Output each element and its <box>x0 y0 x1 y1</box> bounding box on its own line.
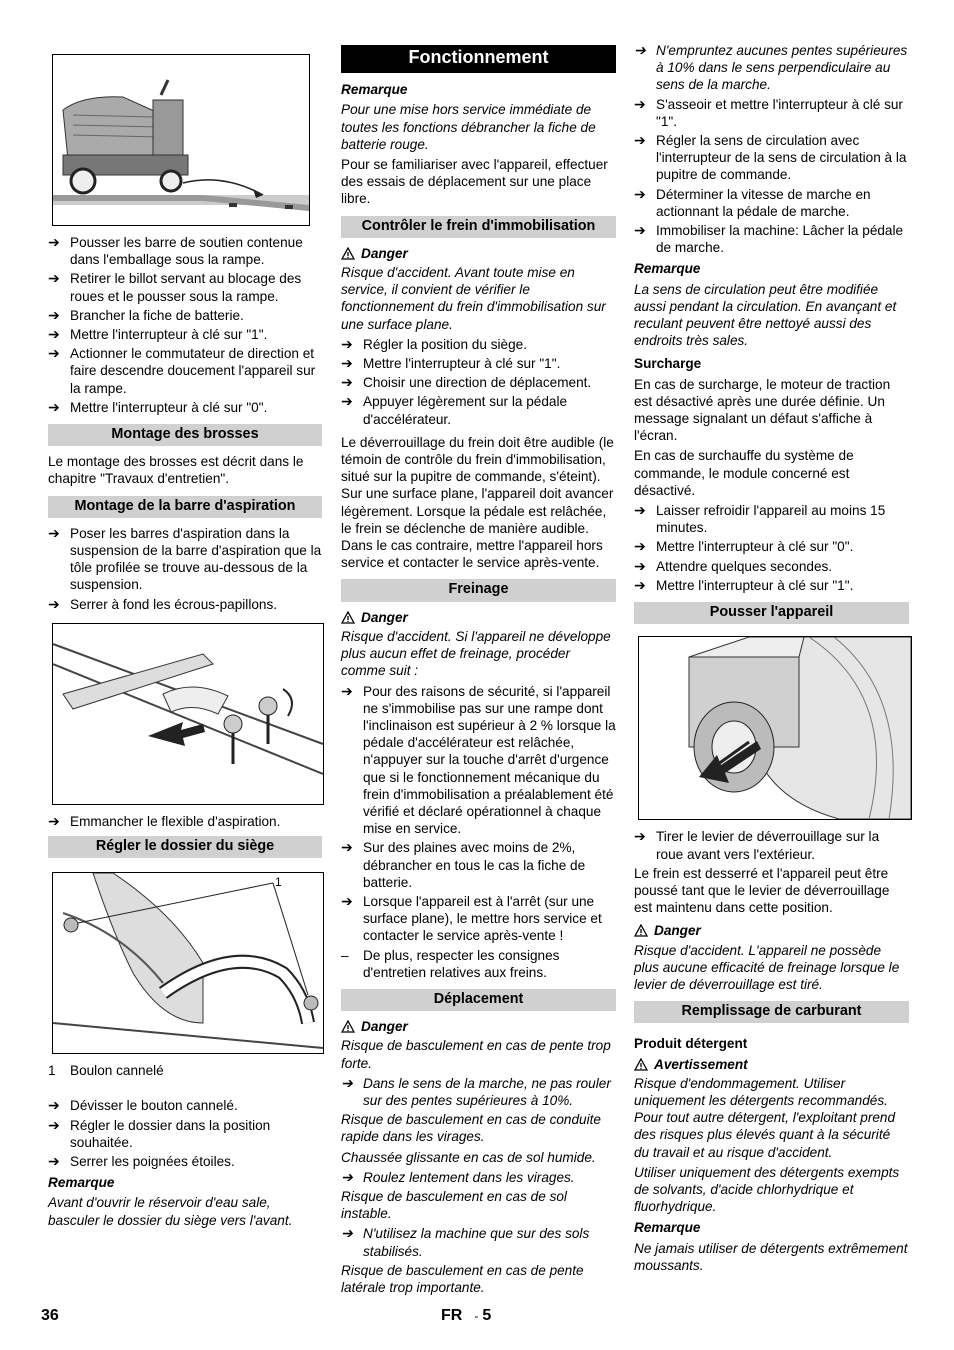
note-label: Remarque <box>341 82 408 98</box>
note-text: Avant d'ouvrir le réservoir d'eau sale, basculer le dossier du siège vers l'avant. <box>48 1195 293 1228</box>
danger-text: Risque d'accident. L'appareil ne possède plus aucune efficacité de freinage lorsque le levier de déverrouillage est tiré. <box>634 942 900 992</box>
warning-triangle-icon <box>341 247 355 260</box>
arrow-right-icon: ➔ <box>634 222 646 239</box>
risk-text: Risque de basculement en cas de conduite rapide dans les virages. <box>341 1112 601 1145</box>
figure-caption: 1 Boulon cannelé <box>48 1063 164 1079</box>
list-item: ➔ Emmancher le flexible d'aspiration. <box>48 812 281 829</box>
arrow-right-icon: ➔ <box>634 502 646 519</box>
arrow-right-icon: ➔ <box>634 576 646 593</box>
overload-text: En cas de surchauffe du système de commande, le module concerné est désactivé. <box>634 448 854 498</box>
arrow-right-icon: ➔ <box>634 42 646 58</box>
list-item: ➔ Déterminer la vitesse de marche en actionnant la pédale de marche. <box>634 185 871 219</box>
column-1 <box>48 45 322 1232</box>
list-item: ➔ Poser les barres d'aspiration dans la suspension de la barre d'aspiration que la tôle profilée se trouve au-dessous de la suspension. <box>48 524 322 593</box>
list-item: ➔ Tirer le levier de déverrouillage sur la roue avant vers l'extérieur. <box>634 828 880 862</box>
page-number: 36 <box>41 1307 59 1324</box>
overload-text: En cas de surcharge, le moteur de traction est désactivé après une durée définie. Un message signalant un défaut s'affiche à l'écran. <box>634 376 891 444</box>
arrow-right-icon: ➔ <box>48 345 60 362</box>
list-item: ➔ S'asseoir et mettre l'interrupteur à clé sur "1". <box>634 95 903 129</box>
list-item: ➔ Mettre l'interrupteur à clé sur "0". <box>48 398 268 415</box>
list-item: ➔ Appuyer légèrement sur la pédale d'accélérateur. <box>341 393 568 427</box>
column-2 <box>341 45 616 1299</box>
section-heading-braking: Freinage <box>341 579 616 601</box>
brake-check-text: Le déverrouillage du frein doit être audible (le témoin de contrôle du frein d'immobilisation, situé sur la pupitre de commande, s'éteint). Sur une surface plane, l'appareil doit avancer légèrement. Lorsque la pédale est relâchée, le frein se déclenche de manière audible. Dans le cas contraire, mettre l'appareil hors service et contacter le service après-vente. <box>341 434 614 571</box>
language-page-label: FR - 5 <box>441 1307 492 1324</box>
arrow-right-icon: ➔ <box>48 234 60 250</box>
arrow-right-icon: ➔ <box>341 355 353 372</box>
seat-illustration <box>53 873 323 1053</box>
arrow-right-icon: ➔ <box>634 132 646 149</box>
arrow-right-icon: ➔ <box>634 185 646 202</box>
list-item: ➔ Lorsque l'appareil est à l'arrêt (sur une surface plane), le mettre hors service et contacter le service après-vente ! <box>341 892 602 944</box>
risk-text: Risque de basculement en cas de sol instable. <box>341 1188 567 1222</box>
release-lever-illustration <box>639 637 911 819</box>
figure-suction-bar <box>52 623 324 805</box>
list-item: ➔ Choisir une direction de déplacement. <box>341 374 592 391</box>
section-heading-fuel: Remplissage de carburant <box>634 1001 909 1023</box>
arrow-right-icon: ➔ <box>48 306 60 323</box>
column-3 <box>634 42 909 1277</box>
warning-triangle-icon <box>634 1058 648 1071</box>
list-item: ➔ Laisser refroidir l'appareil au moins 15 minutes. <box>634 502 886 536</box>
warning-triangle-icon <box>341 611 355 624</box>
risk-text: Risque de basculement en cas de pente trop forte. <box>341 1038 611 1071</box>
arrow-right-icon: ➔ <box>341 393 353 410</box>
arrow-right-icon: ➔ <box>341 839 353 856</box>
note-text: Pour une mise hors service immédiate de toutes les fonctions débrancher la fiche de batterie rouge. <box>341 102 596 152</box>
section-heading-seat: Régler le dossier du siège <box>48 836 322 858</box>
list-item: ➔ Retirer le billot servant au blocage des roues et le pousser sous la rampe. <box>48 270 302 304</box>
arrow-right-icon: ➔ <box>48 1153 60 1170</box>
arrow-right-icon: ➔ <box>341 335 353 352</box>
suction-bar-illustration <box>53 624 323 804</box>
arrow-right-icon: ➔ <box>48 270 60 287</box>
list-item: ➔ Pour des raisons de sécurité, si l'appareil ne s'immobilise pas sur une rampe dont l'inclinaison est supérieur à 2 % lorsque la pédale d'accélérateur est relâchée, n'appuyer sur la touche d'arrêt d'urgence que si le fonctionnement mécanique du frein d'immobilisation a préalablement été vérifié et déclaré opérationnel à chaque mise en service. <box>341 682 616 837</box>
note-label: Remarque <box>634 1220 701 1236</box>
danger-text: Risque d'accident. Avant toute mise en service, il convient de vérifier le fonctionnement du frein d'immobilisation sur une surface plane. <box>341 265 606 332</box>
arrow-right-icon: ➔ <box>341 1168 353 1185</box>
list-item: ➔ Régler la position du siège. <box>341 335 527 352</box>
arrow-right-icon: ➔ <box>48 595 60 612</box>
arrow-right-icon: ➔ <box>341 374 353 391</box>
arrow-right-icon: ➔ <box>634 557 646 574</box>
arrow-right-icon: ➔ <box>341 682 353 699</box>
list-item: ➔ Mettre l'interrupteur à clé sur "1". <box>634 576 854 593</box>
warning-text: Risque d'endommagement. Utiliser uniquement les détergents recommandés. Pour tout autre détergent, l'exploitant prend des risques plus élevés quant à la sécurité du travail et au risque d'accident. <box>634 1075 896 1160</box>
arrow-right-icon: ➔ <box>634 828 646 845</box>
overload-heading: Surcharge <box>634 356 702 372</box>
danger-text: Risque d'accident. Si l'appareil ne développe plus aucun effet de freinage, procéder comme suit : <box>341 628 611 679</box>
brushes-text: Le montage des brosses est décrit dans le chapitre "Travaux d'entretien". <box>48 454 304 487</box>
warning-text: Utiliser uniquement des détergents exempts de solvants, d'acide chlorhydrique et fluorhydrique. <box>634 1164 900 1215</box>
list-item: ➔ N'utilisez la machine que sur des sols stabilisés. <box>341 1225 590 1259</box>
list-item: – De plus, respecter les consignes d'entretien relatives aux freins. <box>341 947 560 980</box>
danger-heading: Danger <box>341 245 616 262</box>
section-heading-suction: Montage de la barre d'aspiration <box>48 496 322 518</box>
arrow-right-icon: ➔ <box>48 326 60 343</box>
warning-triangle-icon <box>341 1020 355 1033</box>
arrow-right-icon: ➔ <box>341 1225 353 1242</box>
intro-steps <box>48 234 322 416</box>
arrow-right-icon: ➔ <box>48 1097 60 1114</box>
list-item: ➔ Mettre l'interrupteur à clé sur "1". <box>341 355 561 372</box>
list-item: ➔ Attendre quelques secondes. <box>634 557 833 574</box>
list-item: ➔ Régler le dossier dans la position souhaitée. <box>48 1116 271 1150</box>
list-item: ➔ Brancher la fiche de batterie. <box>48 306 244 323</box>
warning-triangle-icon <box>634 924 648 937</box>
list-item: ➔ Dans le sens de la marche, ne pas rouler sur des pentes supérieures à 10%. <box>341 1074 611 1108</box>
danger-heading: Danger <box>341 1018 616 1035</box>
note-text: La sens de circulation peut être modifiée aussi pendant la circulation. En avançant et reculant peuvent être nettoyé aussi des endroits très sales. <box>634 281 897 349</box>
list-item: ➔ Serrer les poignées étoiles. <box>48 1153 235 1170</box>
dash-marker: – <box>341 947 349 963</box>
ramp-machine-illustration <box>53 55 309 225</box>
risk-text: Risque de basculement en cas de pente latérale trop importante. <box>341 1262 584 1295</box>
section-heading-brushes: Montage des brosses <box>48 424 322 446</box>
arrow-right-icon: ➔ <box>48 398 60 415</box>
arrow-right-icon: ➔ <box>634 95 646 112</box>
figure-release-lever <box>638 636 912 820</box>
risk-text: Chaussée glissante en cas de sol humide. <box>341 1149 596 1165</box>
list-item: ➔ N'empruntez aucunes pentes supérieures à 10% dans le sens perpendiculaire au sens de la marche. <box>634 42 908 93</box>
figure-seat <box>52 872 324 1054</box>
arrow-right-icon: ➔ <box>48 1116 60 1133</box>
warning-heading: Avertissement <box>634 1056 909 1073</box>
list-item: ➔ Roulez lentement dans les virages. <box>341 1168 575 1185</box>
arrow-right-icon: ➔ <box>48 524 60 541</box>
section-heading-driving: Déplacement <box>341 989 616 1011</box>
section-heading-push: Pousser l'appareil <box>634 602 909 624</box>
note-label: Remarque <box>634 261 701 277</box>
danger-heading: Danger <box>634 922 909 939</box>
arrow-right-icon: ➔ <box>341 1074 353 1091</box>
chapter-title: Fonctionnement <box>341 45 616 73</box>
list-item: ➔ Dévisser le bouton cannelé. <box>48 1097 238 1114</box>
list-item: ➔ Serrer à fond les écrous-papillons. <box>48 595 278 612</box>
arrow-right-icon: ➔ <box>634 538 646 555</box>
intro-text: Pour se familiariser avec l'appareil, effectuer des essais de déplacement sur une place libre. <box>341 157 608 207</box>
list-item: ➔ Sur des plaines avec moins de 2%, débrancher en tous le cas la fiche de batterie. <box>341 839 586 890</box>
arrow-right-icon: ➔ <box>341 892 353 909</box>
list-item: ➔ Régler la sens de circulation avec l'interrupteur de la sens de circulation à la pupitre de commande. <box>634 132 907 183</box>
note-label: Remarque <box>48 1175 115 1191</box>
list-item: ➔ Mettre l'interrupteur à clé sur "0". <box>634 538 854 555</box>
list-item: ➔ Mettre l'interrupteur à clé sur "1". <box>48 326 268 343</box>
arrow-right-icon: ➔ <box>48 812 60 829</box>
list-item: ➔ Pousser les barre de soutien contenue dans l'emballage sous la rampe. <box>48 234 303 268</box>
detergent-heading: Produit détergent <box>634 1036 748 1052</box>
section-heading-brake-check: Contrôler le frein d'immobilisation <box>341 216 616 238</box>
figure-ramp-machine <box>52 54 310 226</box>
list-item: ➔ Immobiliser la machine: Lâcher la pédale de marche. <box>634 222 904 256</box>
danger-heading: Danger <box>341 609 616 626</box>
list-item: ➔ Actionner le commutateur de direction et faire descendre doucement l'appareil sur la rampe. <box>48 345 316 396</box>
note-text: Ne jamais utiliser de détergents extrêmement moussants. <box>634 1240 908 1273</box>
callout-number: 1 <box>275 875 282 890</box>
push-text: Le frein est desserré et l'appareil peut être poussé tant que le levier de déverrouillage est maintenu dans cette position. <box>634 865 890 916</box>
